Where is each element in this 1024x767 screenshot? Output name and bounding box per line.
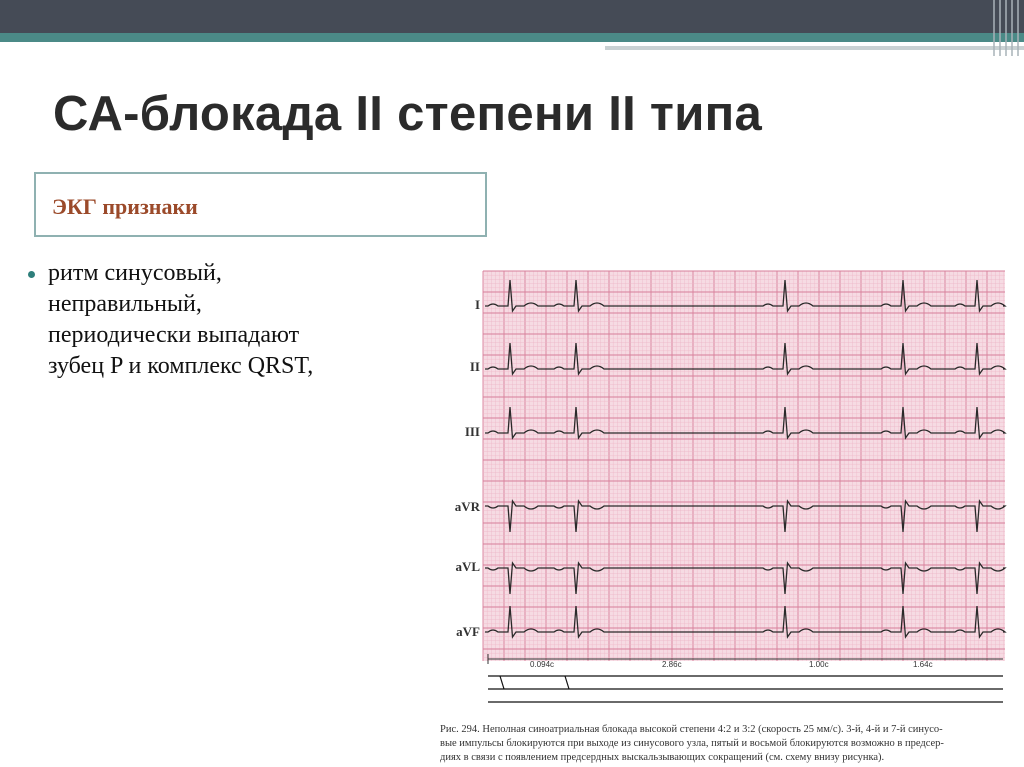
figure-caption: [440, 723, 1005, 765]
subtitle: ЭКГ признаки: [52, 194, 198, 219]
caption-line: Рис. 294. Неполная синоатриальная блокада высокой степени 4:2 и 3:2 (скорость 25 мм/с). 3-й, 4-й и 7-й синусо-: [440, 724, 943, 735]
lead-label: aVL: [455, 559, 480, 574]
lead-label: III: [464, 424, 480, 439]
slide-title: СА-блокада II степени II типа: [53, 87, 763, 141]
lead-label: II: [469, 359, 480, 374]
ecg-figure: [440, 266, 1010, 766]
caption-line: диях в связи с появлением предсердных выскальзывающих сокращений (см. схему внизу рисунка).: [440, 752, 885, 763]
header-accent-bar: [0, 33, 1024, 42]
lead-label: I: [474, 297, 480, 312]
bullet-line: ритм синусовый,: [48, 260, 222, 286]
interval-label: 1.64с: [913, 660, 933, 669]
ecg-ladder-diagram: [488, 676, 1003, 702]
interval-label: 0.094с: [530, 660, 555, 669]
bullet-line: неправильный,: [48, 291, 202, 317]
interval-label: 2.86с: [662, 660, 682, 669]
caption-line: вые импульсы блокируются при выходе из синусового узла, пятый и восьмой блокируются возможно в предсер-: [440, 738, 944, 749]
bullet-dot-icon: [28, 271, 35, 278]
subtitle-box: [34, 172, 487, 237]
bullet-item: [22, 258, 442, 382]
ecg-grid-background: [483, 271, 1005, 661]
bullet-line: периодически выпадают: [48, 322, 300, 348]
interval-label: 1.00с: [809, 660, 829, 669]
header-accent-line: [605, 46, 1024, 50]
ecg-chart: [440, 266, 1010, 706]
lead-label: aVF: [456, 624, 480, 639]
corner-stripes-decoration: [990, 0, 1024, 56]
bullet-list: [22, 258, 442, 388]
lead-label: aVR: [454, 499, 480, 514]
header-bar: [0, 0, 1024, 33]
bullet-line: зубец P и комплекс QRST,: [48, 353, 314, 379]
